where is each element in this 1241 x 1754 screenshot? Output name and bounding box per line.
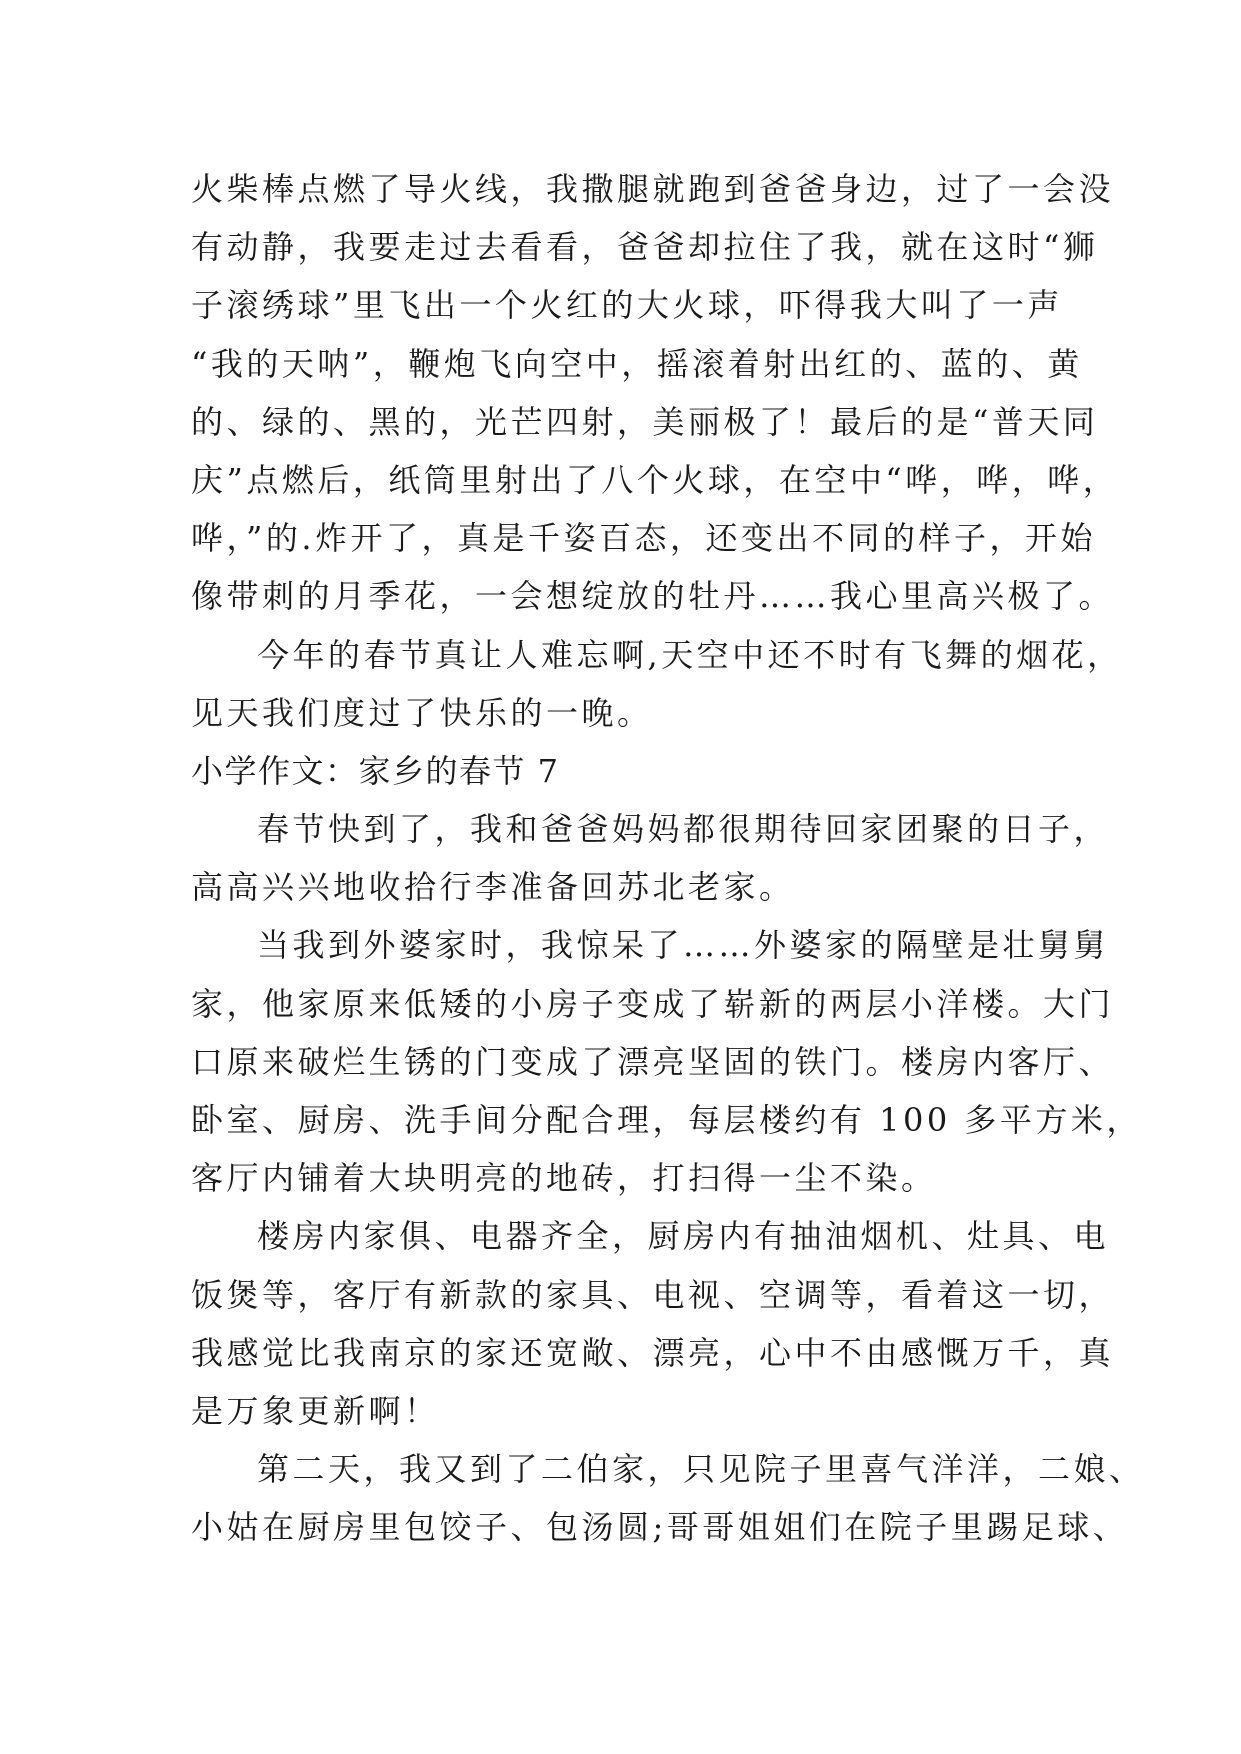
- text-line: 见天我们度过了快乐的一晚。: [191, 693, 653, 732]
- text-line: 卧室、厨房、洗手间分配合理，每层楼约有 100 多平方米，: [191, 1101, 1142, 1139]
- text-line: 春节快到了，我和爸爸妈妈都很期待回家团聚的日子，: [257, 810, 1110, 849]
- text-line: 哗，”的.炸开了，真是千姿百态，还变出不同的样子，开始: [191, 519, 1097, 558]
- text-line: 像带刺的月季花，一会想绽放的牡丹……我心里高兴极了。: [191, 577, 1115, 616]
- text-line: “我的天呐”，鞭炮飞向空中，摇滚着射出红的、蓝的、黄: [191, 344, 1083, 383]
- text-line: 火柴棒点燃了导火线，我撒腿就跑到爸爸身边，过了一会没: [191, 170, 1115, 208]
- text-line: 的、绿的、黑的，光芒四射，美丽极了！最后的是“普天同: [191, 402, 1099, 441]
- text-line: 庆”点燃后，纸筒里射出了八个火球，在空中“哗，哗，哗，: [191, 460, 1119, 499]
- text-line: 当我到外婆家时，我惊呆了……外婆家的隔壁是壮舅舅: [257, 926, 1110, 965]
- text-line: 家，他家原来低矮的小房子变成了崭新的两层小洋楼。大门: [191, 984, 1115, 1023]
- text-line: 今年的春节真让人难忘啊,天空中还不时有飞舞的烟花，: [257, 635, 1123, 674]
- text-line: 小姑在厨房里包饺子、包汤圆;哥哥姐姐们在院子里踢足球、: [191, 1508, 1129, 1547]
- text-line: 是万象更新啊！: [191, 1391, 440, 1430]
- text-line: 子滚绣球”里飞出一个火红的大火球，吓得我大叫了一声: [191, 286, 1063, 325]
- text-line: 客厅内铺着大块明亮的地砖，打扫得一尘不染。: [191, 1159, 937, 1198]
- text-line: 口原来破烂生锈的门变成了漂亮坚固的铁门。楼房内客厅、: [191, 1042, 1115, 1081]
- text-line: 高高兴兴地收拾行李准备回苏北老家。: [191, 868, 795, 907]
- section-heading: 小学作文：家乡的春节 7: [191, 751, 560, 790]
- text-line: 有动静，我要走过去看看，爸爸却拉住了我，就在这时“狮: [191, 228, 1099, 267]
- document-body: [191, 160, 1145, 1557]
- text-line: 楼房内家俱、电器齐全，厨房内有抽油烟机、灶具、电: [257, 1217, 1110, 1256]
- text-line: 第二天，我又到了二伯家，只见院子里喜气洋洋，二娘、: [257, 1450, 1145, 1489]
- text-line: 我感觉比我南京的家还宽敞、漂亮，心中不由感慨万千，真: [191, 1333, 1115, 1372]
- text-line: 饭煲等，客厅有新款的家具、电视、空调等，看着这一切，: [191, 1275, 1115, 1314]
